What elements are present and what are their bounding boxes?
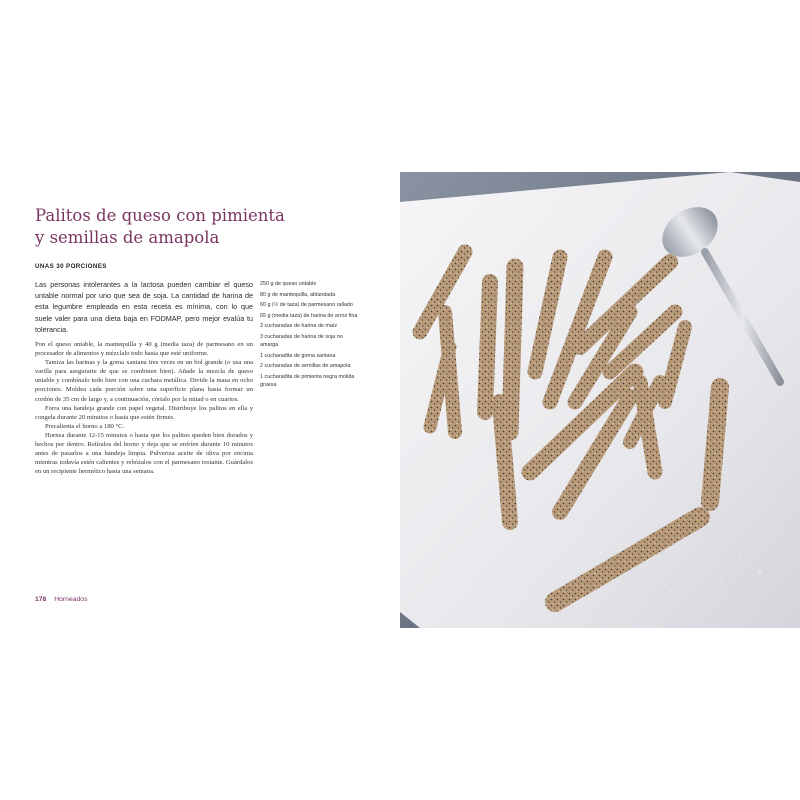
ingredient-item: 60 g (½ de taza) de parmesano rallado xyxy=(260,302,353,309)
cheese-sticks-illustration xyxy=(400,172,800,628)
ingredient-item: 80 g de mantequilla, ablandada xyxy=(260,291,336,298)
servings-label: UNAS 30 PORCIONES xyxy=(35,263,107,270)
recipe-title xyxy=(35,205,365,249)
ingredients-list xyxy=(260,280,360,391)
recipe-title-line-2: y semillas de amapola xyxy=(35,228,220,247)
ingredient-item: 3 cucharadas de harina de soja no amarga xyxy=(260,333,343,348)
ingredient-item: 65 g (media taza) de harina de arroz fina xyxy=(260,312,358,319)
ingredient-item: 1 cucharadita de pimienta negra molida gruesa xyxy=(260,373,355,388)
ingredient-item: 250 g de queso untable xyxy=(260,281,317,287)
section-name: Horneados xyxy=(54,596,88,603)
page-number: 178 xyxy=(35,596,47,603)
method-step: Tamiza las harinas y la goma xantana tres veces en un bol grande (o usa una varilla para asegurarte de que se combinen bien). Añade la mezcla de queso untable y combínalo todo bien con una cuchara metálica. Divide la masa en ocho porciones. Moldea cada porción sobre una superficie plana hasta formar un cordón de 35 cm de largo y, a continuación, córtalo por la mitad o en cuartos. xyxy=(35,359,253,403)
method-step: Pon el queso untable, la mantequilla y 40 g (media taza) de parmesano en un procesador de alimentos y mézclalo todo hasta que esté uniforme. xyxy=(35,341,253,358)
method-step: Forra una bandeja grande con papel vegetal. Distribuye los palitos en ella y congela durante 20 minutos o hasta que estén firmes. xyxy=(35,404,253,421)
recipe-title-line-1: Palitos de queso con pimienta xyxy=(35,206,285,225)
intro-paragraph: Las personas intolerantes a la lactosa pueden cambiar el queso untable normal por uno que sea de soja. La cantidad de harina de esta legumbre empleada en esta receta es mínima, con lo que suele valer para una dieta baja en FODMAP, pero mejor evalúa tu tolerancia. xyxy=(35,280,253,334)
method-text xyxy=(35,340,253,476)
method-step: Hornea durante 12-15 minutos o hasta que los palitos queden bien dorados y hechos por dentro. Retíralos del horno y deja que se enfríen durante 10 minutos antes de pasarlos a una bandeja limpia. Pulveriza aceite de oliva por encima mientras todavía estén calientes y rebózalos con el parmesano restante. Guárdalos en un recipiente hermético hasta una semana. xyxy=(35,431,253,476)
ingredient-item: 1 cucharadita de goma xantana xyxy=(260,352,336,359)
ingredient-item: 3 cucharadas de harina de maíz xyxy=(260,323,338,330)
ingredient-item: 2 cucharadas de semillas de amapola xyxy=(260,363,351,370)
page-footer xyxy=(35,596,88,603)
method-step: Precalienta el horno a 180 °C. xyxy=(45,422,125,430)
food-photo xyxy=(400,172,800,628)
